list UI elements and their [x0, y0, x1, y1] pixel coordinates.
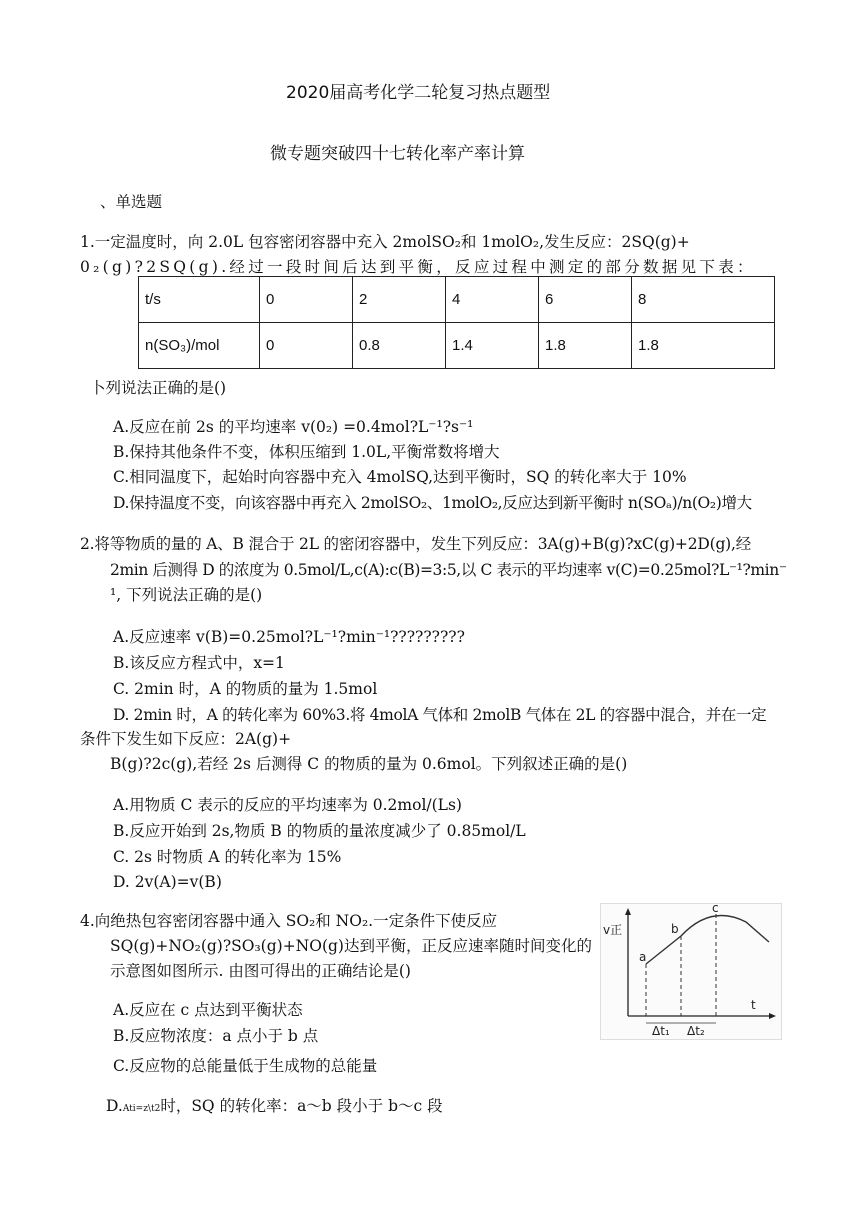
table-header-cell: t/s	[139, 277, 260, 323]
q3-option-b: B.反应开始到 2s,物质 B 的物质的量浓度减少了 0.85mol/L	[113, 822, 526, 840]
q3-option-c: C. 2s 时物质 A 的转化率为 15%	[113, 848, 342, 866]
q2-option-a: A.反应速率 v(B)=0.25mol?L⁻¹?min⁻¹?????????	[113, 628, 465, 646]
q4-option-d-rest: 时，SQ 的转化率：a～b 段小于 b～c 段	[160, 1097, 443, 1115]
y-axis-arrow-icon	[625, 908, 631, 915]
q1-data-table	[138, 276, 775, 369]
x-axis-label: t	[751, 998, 756, 1012]
q1-option-d: D.保持温度不变，向该容器中再充入 2molSO₂、1molO₂,反应达到新平衡时 n(SOₐ)/n(O₂)增大	[113, 494, 752, 512]
table-cell: 0	[260, 323, 353, 369]
table-header-cell: 8	[632, 277, 775, 323]
q4-stem-line1: 4.向绝热包容密闭容器中通入 SO₂和 NO₂.一定条件下使反应	[80, 912, 498, 930]
q4-stem-line2: SQ(g)+NO₂(g)?SO₃(g)+NO(g)达到平衡，正反应速率随时间变化的	[110, 937, 592, 955]
q1-option-b: B.保持其他条件不变，体积压缩到 1.0L,平衡常数将增大	[113, 443, 500, 461]
table-cell: 1.8	[539, 323, 632, 369]
y-axis-label: v正	[603, 923, 623, 937]
table-row	[139, 323, 775, 369]
table-cell: 1.4	[446, 323, 539, 369]
table-header-cell: 0	[260, 277, 353, 323]
rate-time-graph	[600, 903, 782, 1040]
q4-option-d-prefix: D.	[106, 1097, 123, 1115]
q4-option-b: B.反应物浓度：a 点小于 b 点	[113, 1027, 319, 1045]
q1-prompt: 卜列说法正确的是()	[90, 379, 227, 397]
point-label-a: a	[639, 950, 647, 964]
interval-label-2: Δt₂	[687, 1024, 705, 1038]
rate-curve	[646, 916, 769, 964]
page-title: 2020届高考化学二轮复习热点题型	[286, 83, 551, 103]
q2-stem-line2: 2min 后测得 D 的浓度为 0.5mol/L,c(A):c(B)=3:5,以 C 表示的平均速率 v(C)=0.25mol?L⁻¹?min⁻	[110, 561, 787, 579]
q2-stem-line3: ¹, 下列说法正确的是()	[110, 586, 263, 604]
x-axis-arrow-icon	[769, 1013, 776, 1019]
point-label-b: b	[671, 922, 679, 936]
q3-option-d: D. 2v(A)=v(B)	[113, 873, 222, 891]
q3-option-a: A.用物质 C 表示的反应的平均速率为 0.2mol/(Ls)	[113, 796, 462, 814]
table-cell: 1.8	[632, 323, 775, 369]
section-label: 、单选题	[100, 193, 163, 211]
q4-option-d-small: Ati=z\t2	[122, 1104, 161, 1114]
q1-stem-line1: 1.一定温度时，向 2.0L 包容密闭容器中充入 2molSO₂和 1molO₂,发生反应：2SQ(g)+	[80, 233, 690, 251]
q4-option-a: A.反应在 c 点达到平衡状态	[113, 1001, 303, 1019]
q2-option-c: C. 2min 时，A 的物质的量为 1.5mol	[113, 680, 378, 698]
table-header-cell: 2	[353, 277, 446, 323]
page-subtitle: 微专题突破四十七转化率产率计算	[270, 144, 525, 164]
q1-stem-line2: 0₂(g)?2SQ(g).经过一段时间后达到平衡，反应过程中测定的部分数据见下表：	[80, 258, 756, 276]
q4-option-c: C.反应物的总能量低于生成物的总能量	[113, 1057, 378, 1075]
table-row-label: n(SO₃)/mol	[139, 323, 260, 369]
q2-option-b: B.该反应方程式中，x=1	[113, 654, 285, 672]
q2-option-d: D. 2min 时，A 的转化率为 60%3.将 4molA 气体和 2molB 气体在 2L 的容器中混合，并在一定	[113, 706, 767, 724]
q4-stem-line3: 示意图如图所示. 由图可得出的正确结论是()	[110, 962, 411, 980]
table-header-cell: 6	[539, 277, 632, 323]
q3-stem-line2: B(g)?2c(g),若经 2s 后测得 C 的物质的量为 0.6mol。下列叙述正确的是()	[110, 755, 628, 773]
interval-label-1: Δt₁	[652, 1024, 670, 1038]
q2-stem-line1: 2.将等物质的量的 A、B 混合于 2L 的密闭容器中，发生下列反应：3A(g)+B(g)?xC(g)+2D(g),经	[80, 535, 752, 553]
rate-time-graph-svg	[601, 904, 781, 1039]
table-header-cell: 4	[446, 277, 539, 323]
table-row	[139, 277, 775, 323]
q1-option-a: A.反应在前 2s 的平均速率 v(0₂) =0.4mol?L⁻¹?s⁻¹	[113, 418, 474, 436]
q4-option-d	[106, 1096, 443, 1119]
q1-option-c: C.相同温度下，起始时向容器中充入 4molSQ,达到平衡时，SQ 的转化率大于 10%	[113, 468, 687, 486]
q3-stem-line1: 条件下发生如下反应：2A(g)+	[80, 730, 292, 748]
table-cell: 0.8	[353, 323, 446, 369]
point-label-c: c	[712, 904, 719, 915]
